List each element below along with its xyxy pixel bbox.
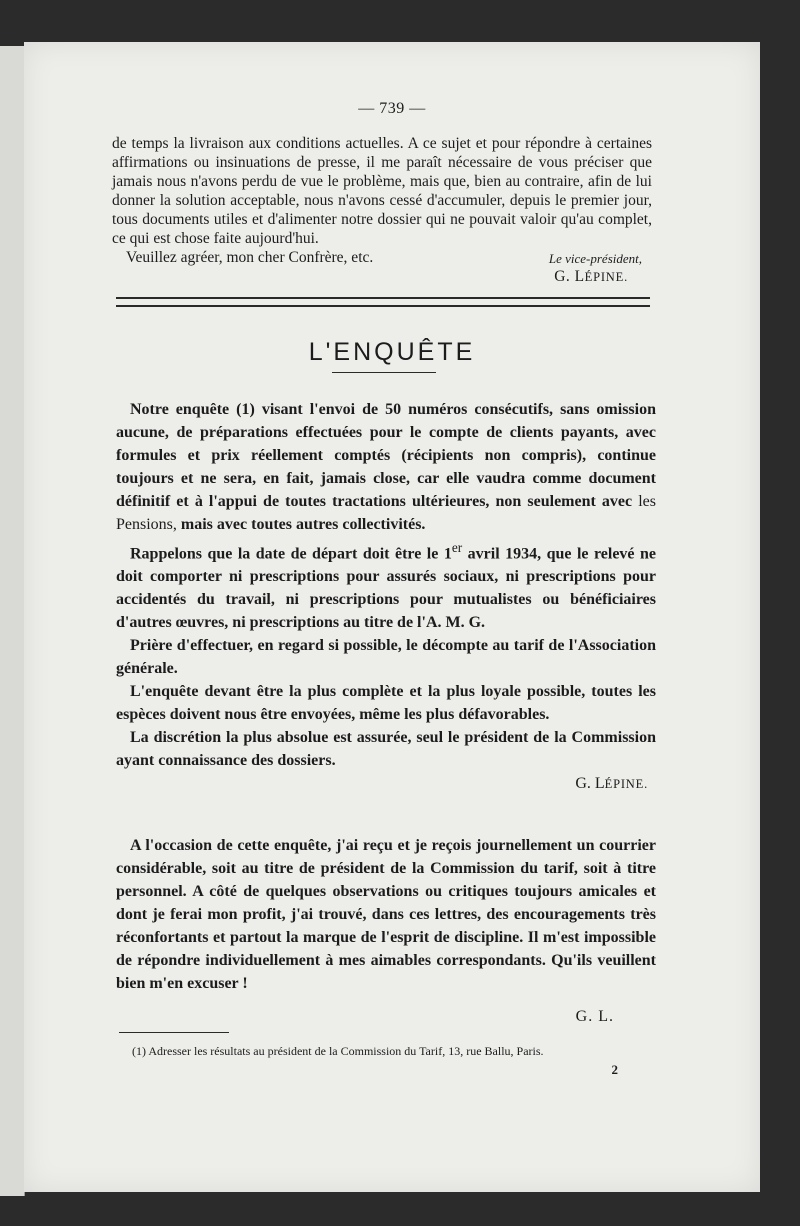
section-body <box>116 398 656 796</box>
intro-paragraph: de temps la livraison aux conditions actuelles. A ce sujet et pour répondre à certaines affirmations ou insinuations de presse, il me paraît nécessaire de vous préciser que jamais nous n'avons perdu de vue le problème, mais que, bien au contraire, afin de lui donner la solution acceptable, nous n'avons cessé d'accumuler, depuis le premier jour, tous documents utiles et d'alimenter notre dossier qui ne pouvait valoir qu'au complet, ce qui est chose faite aujourd'hui. <box>112 135 652 247</box>
signature-3: G. L. <box>575 1008 614 1025</box>
signature-2: G. LÉPINE. <box>575 775 648 793</box>
signatory-name: G. LÉPINE. <box>554 268 628 285</box>
divider-rule-top <box>116 297 650 299</box>
closing-body <box>116 834 656 995</box>
document-page <box>24 42 760 1192</box>
paragraph-3: Prière d'effectuer, en regard si possible, le décompte au tarif de l'Association générale. <box>116 637 656 678</box>
paragraph-2: Rappelons que la date de départ doit être le 1er avril 1934, que le relevé ne doit comporter ni prescriptions pour assurés sociaux, ni prescriptions pour accidentés du travail, ni prescriptions pour mutualistes ou bénéficiaires d'autres œuvres, ni prescriptions au titre de l'A. M. G. <box>116 540 657 632</box>
adjacent-page-edge <box>0 46 25 1196</box>
background-band <box>0 1196 800 1226</box>
intro-text <box>112 134 652 267</box>
page-number: — 739 — <box>358 100 426 117</box>
divider-rule-bottom <box>116 305 650 307</box>
footnote: (1) Adresser les résultats au président de la Commission du Tarif, 13, rue Ballu, Paris. <box>132 1044 544 1058</box>
title-underline <box>332 372 436 373</box>
paragraph-6: A l'occasion de cette enquête, j'ai reçu et je reçois journellement un courrier considérable, soit au titre de président de la Commission du tarif, soit à titre personnel. A côté de quelques observations ou critiques toujours amicales et dont je ferai mon profit, j'ai trouvé, dans ces lettres, des encouragements très réconfortants et partout la marque de l'esprit de discipline. Il m'est impossible de répondre individuellement à mes aimables correspondants. Qu'ils veuillent bien m'en excuser ! <box>116 837 656 992</box>
paragraph-5: La discrétion la plus absolue est assurée, seul le président de la Commission ayant connaissance des dossiers. <box>116 729 656 770</box>
signature-mark: 2 <box>611 1062 618 1077</box>
intro-closing: Veuillez agréer, mon cher Confrère, etc. <box>126 249 374 266</box>
section-title: L'ENQUÊTE <box>308 338 476 366</box>
signatory-title: Le vice-président, <box>548 251 642 266</box>
footnote-rule <box>119 1032 229 1033</box>
paragraph-1: Notre enquête (1) visant l'envoi de 50 numéros consécutifs, sans omission aucune, de préparations effectuées pour le compte de clients payants, avec formules et prix réellement comptés (récipients non compris), continue toujours et ne sera, en fait, jamais close, car elle vaudra comme document définitif et à l'appui de toutes tractations ultérieures, non seulement avec les Pensions, mais avec toutes autres collectivités. <box>116 401 656 533</box>
paragraph-4: L'enquête devant être la plus complète et la plus loyale possible, toutes les espèces doivent nous être envoyées, même les plus défavorables. <box>116 683 656 724</box>
